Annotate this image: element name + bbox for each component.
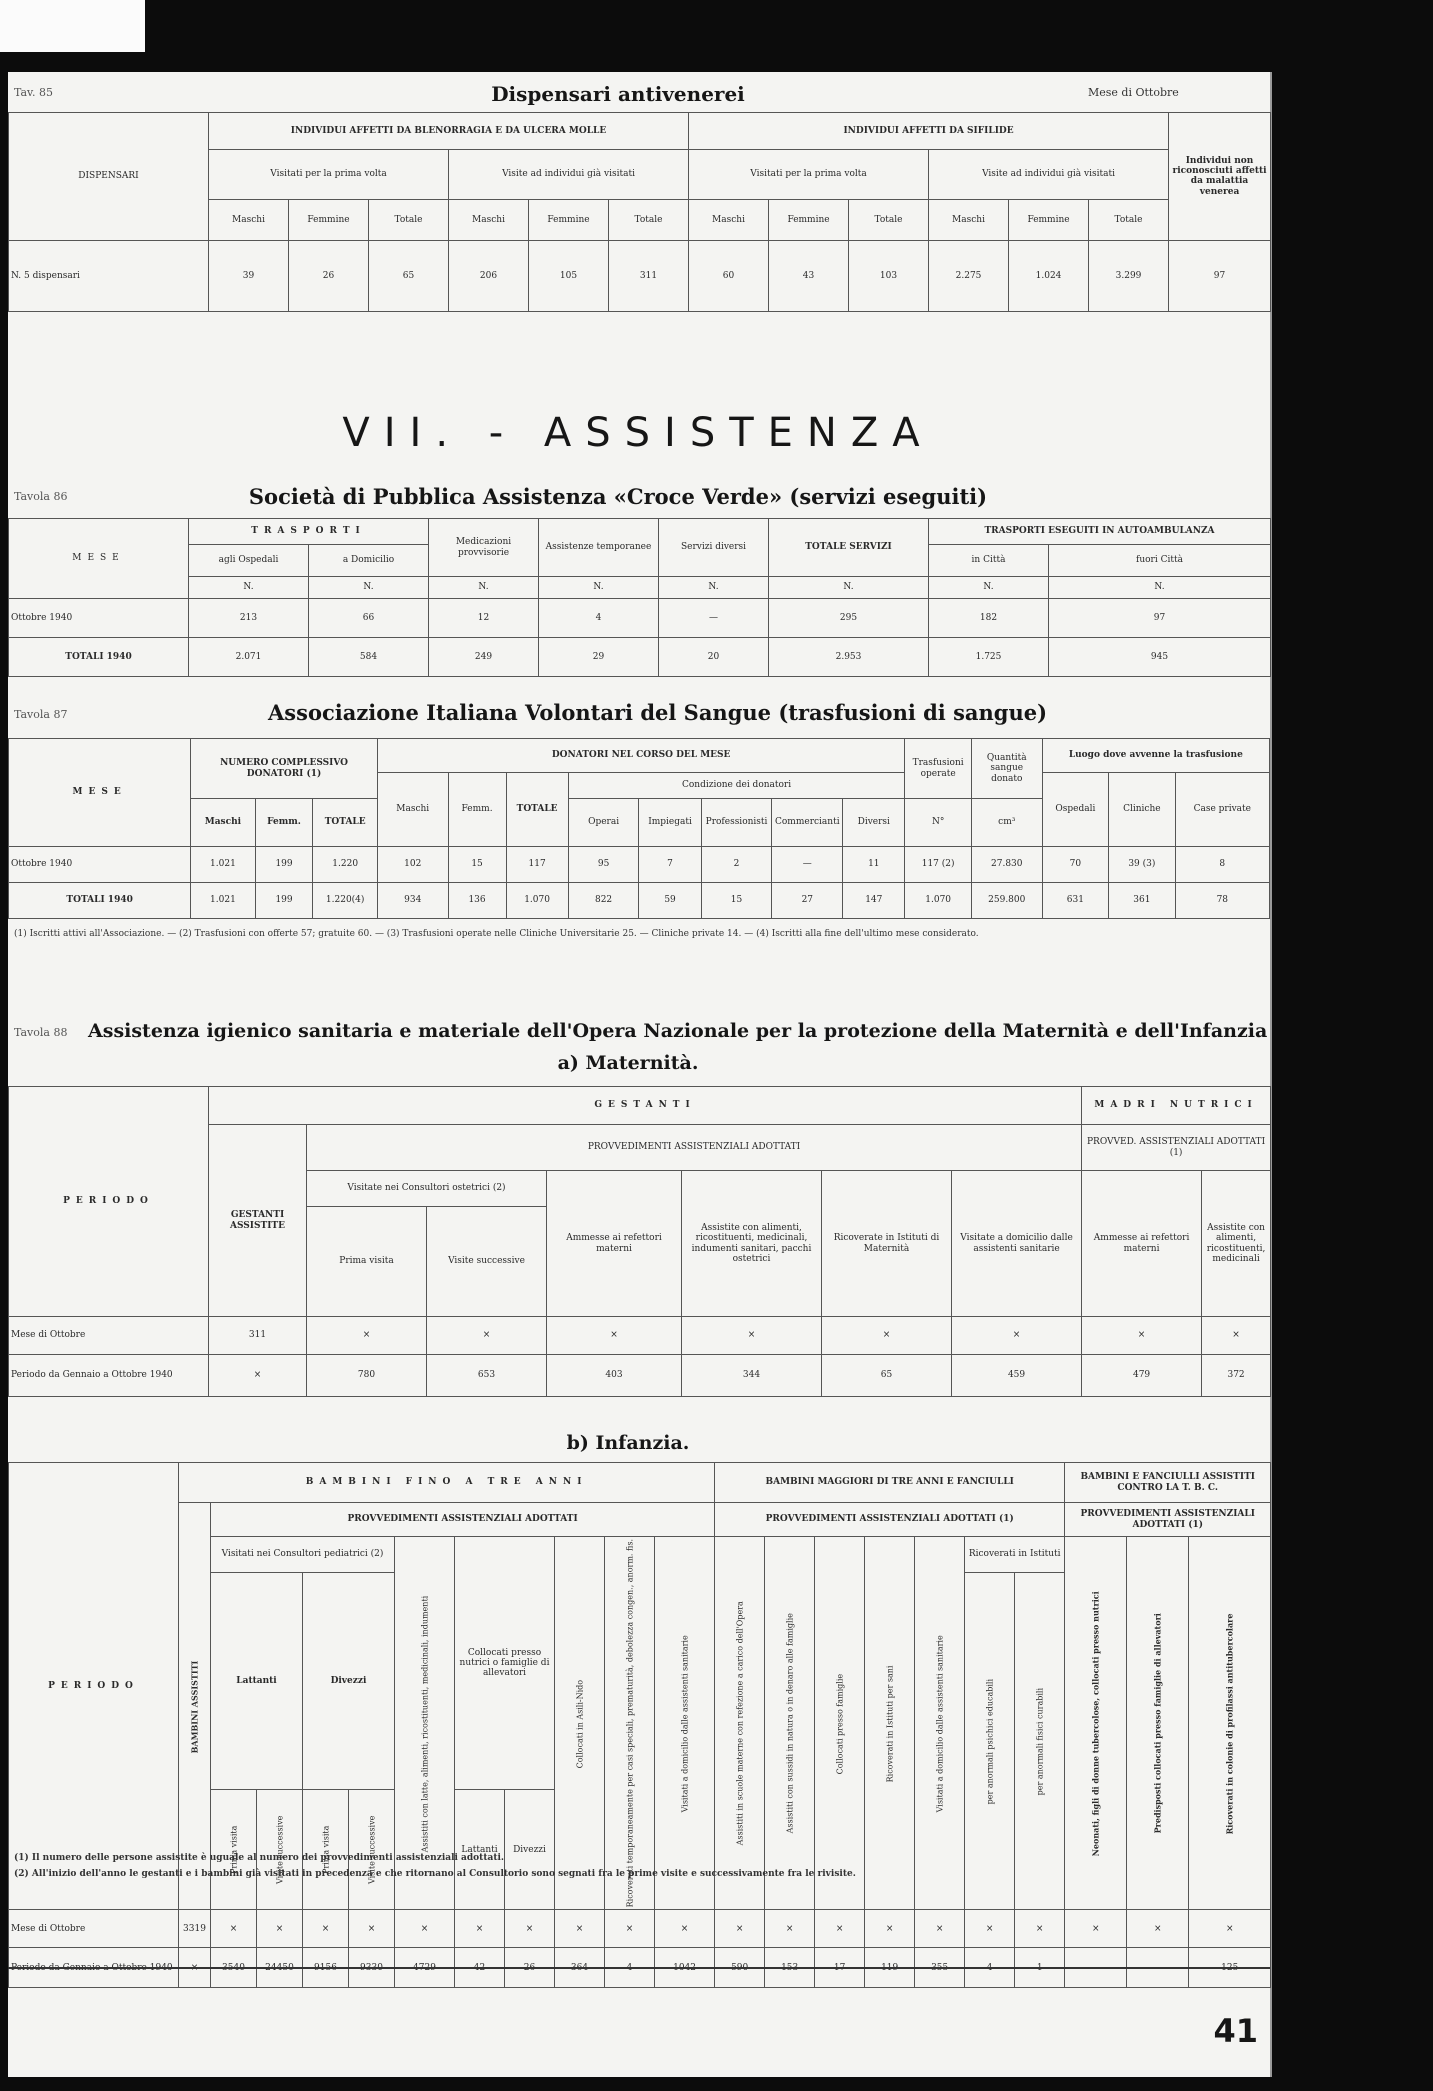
- table-88b: [8, 1462, 1271, 1988]
- t86-fuori: fuori Città: [1049, 545, 1271, 577]
- cell: 182: [929, 599, 1049, 638]
- cell: 934: [377, 883, 448, 919]
- cell: 1.024: [1009, 240, 1089, 311]
- cell: ×: [965, 1910, 1015, 1948]
- cell: 822: [568, 883, 639, 919]
- t85-rowhead: DISPENSARI: [9, 113, 209, 241]
- cell: ×: [303, 1910, 349, 1948]
- cell: —: [1065, 1948, 1127, 1988]
- cell: ×: [765, 1910, 815, 1948]
- t88a-madri: MADRI NUTRICI: [1082, 1087, 1271, 1125]
- cell: 1.021: [191, 883, 255, 919]
- cell: 17: [815, 1948, 865, 1988]
- cell: 65: [822, 1355, 952, 1397]
- t88a-successive: Visite successive: [427, 1207, 547, 1317]
- tav-88-sub-a: a) Maternità.: [557, 1052, 699, 1074]
- t88b-h2: BAMBINI MAGGIORI DI TRE ANNI E FANCIULLI: [715, 1463, 1065, 1503]
- t87-commerc: Commercianti: [772, 799, 843, 847]
- row-label: Periodo da Gennaio a Ottobre 1940: [9, 1948, 179, 1988]
- cell: ×: [605, 1910, 655, 1948]
- tav-87-title: Associazione Italiana Volontari del Sangue (trasfusioni di sangue): [268, 700, 1048, 725]
- t87-operai: Operai: [568, 799, 639, 847]
- row-label: TOTALI 1940: [9, 883, 191, 919]
- t88a-domicilio: Visitate a domicilio dalle assistenti sanitarie: [952, 1171, 1082, 1317]
- cell: 119: [865, 1948, 915, 1988]
- cell: ×: [211, 1910, 257, 1948]
- cell: ×: [865, 1910, 915, 1948]
- t88b-asili: Collocati in Asili-Nido: [555, 1537, 605, 1910]
- cell: 65: [369, 240, 449, 311]
- t88b-provv3: PROVVEDIMENTI ASSISTENZIALI ADOTTATI (1): [1065, 1503, 1271, 1537]
- cell: 2.275: [929, 240, 1009, 311]
- t87-n-maschi: Maschi: [191, 799, 255, 847]
- t88b-visitati-dom: Visitati a domicilio dalle assistenti sanitarie: [655, 1537, 715, 1910]
- t88b-visite-l: Visite successive: [257, 1790, 303, 1910]
- cell: 4729: [395, 1948, 455, 1988]
- table-row: [9, 638, 1271, 677]
- t86-mese: MESE: [9, 519, 189, 599]
- scan-corner: [0, 0, 145, 52]
- cell: 295: [769, 599, 929, 638]
- t87-trasfusioni: Trasfusioni operate: [905, 739, 971, 799]
- t88b-prima-l: Prima visita: [211, 1790, 257, 1910]
- cell: 97: [1169, 240, 1271, 311]
- t87-cliniche: Cliniche: [1109, 773, 1175, 847]
- cell: 2.953: [769, 638, 929, 677]
- cell: ×: [822, 1317, 952, 1355]
- row-label: Mese di Ottobre: [9, 1317, 209, 1355]
- unit-n: N.: [429, 577, 539, 599]
- cell: ×: [1189, 1910, 1271, 1948]
- col-totale: Totale: [369, 200, 449, 241]
- col-femmine: Femmine: [769, 200, 849, 241]
- cell: ×: [427, 1317, 547, 1355]
- cell: 7: [639, 847, 701, 883]
- cell: 364: [555, 1948, 605, 1988]
- cell: 4: [605, 1948, 655, 1988]
- t88b-h3: BAMBINI E FANCIULLI ASSISTITI CONTRO LA T. B. C.: [1065, 1463, 1271, 1503]
- t88b-collocati: Collocati presso nutrici o famiglie di allevatori: [455, 1537, 555, 1790]
- cell: 12: [429, 599, 539, 638]
- t85-visite-2: Visite ad individui già visitati: [929, 149, 1169, 200]
- t88b-sussidi: Assistiti con sussidi in natura o in denaro alle famiglie: [765, 1537, 815, 1910]
- cell: 213: [189, 599, 309, 638]
- row-label: Ottobre 1940: [9, 599, 189, 638]
- cell: ×: [257, 1910, 303, 1948]
- row-label: Periodo da Gennaio a Ottobre 1940: [9, 1355, 209, 1397]
- t87-diversi: Diversi: [843, 799, 905, 847]
- cell: 355: [915, 1948, 965, 1988]
- t88a-ricoverate: Ricoverate in Istituti di Maternità: [822, 1171, 952, 1317]
- tav-88-sub-b: b) Infanzia.: [566, 1432, 690, 1454]
- table-86: [8, 518, 1271, 677]
- t85-group1: INDIVIDUI AFFETTI DA BLENORRAGIA E DA ULCERA MOLLE: [209, 113, 689, 150]
- col-totale: Totale: [609, 200, 689, 241]
- cell: 372: [1202, 1355, 1271, 1397]
- t87-impiegati: Impiegati: [639, 799, 701, 847]
- t87-numero: NUMERO COMPLESSIVO DONATORI (1): [191, 739, 378, 799]
- cell: 39 (3): [1109, 847, 1175, 883]
- t87-case: Case private: [1175, 773, 1269, 847]
- col-totale: Totale: [849, 200, 929, 241]
- t88b-istituti: Ricoverati in Istituti per sani: [865, 1537, 915, 1910]
- t88b-famiglie: Collocati presso famiglie: [815, 1537, 865, 1910]
- col-femmine: Femmine: [1009, 200, 1089, 241]
- t85-group2: INDIVIDUI AFFETTI DA SIFILIDE: [689, 113, 1169, 150]
- cell: 59: [639, 883, 701, 919]
- t88b-h1: BAMBINI FINO A TRE ANNI: [179, 1463, 715, 1503]
- unit-n: N.: [309, 577, 429, 599]
- t87-ospedali: Ospedali: [1042, 773, 1108, 847]
- cell: ×: [1202, 1317, 1271, 1355]
- table-85: [8, 112, 1271, 312]
- t86-totale: TOTALE SERVIZI: [769, 519, 929, 577]
- t88b-lattanti: Lattanti: [211, 1573, 303, 1790]
- cell: 70: [1042, 847, 1108, 883]
- cell: 1042: [655, 1948, 715, 1988]
- t86-assistenze: Assistenze temporanee: [539, 519, 659, 577]
- t88b-provv: PROVVEDIMENTI ASSISTENZIALI ADOTTATI: [211, 1503, 715, 1537]
- unit-n: N.: [929, 577, 1049, 599]
- cell: 26: [289, 240, 369, 311]
- cell: 1.725: [929, 638, 1049, 677]
- cell: 27.830: [971, 847, 1042, 883]
- cell: 4: [965, 1948, 1015, 1988]
- cell: 103: [849, 240, 929, 311]
- cell: ×: [1127, 1910, 1189, 1948]
- cell: 117 (2): [905, 847, 971, 883]
- t86-ospedali: agli Ospedali: [189, 545, 309, 577]
- t87-donatori: DONATORI NEL CORSO DEL MESE: [377, 739, 905, 773]
- cell: 43: [769, 240, 849, 311]
- t87-n-femm: Femm.: [255, 799, 313, 847]
- cell: 590: [715, 1948, 765, 1988]
- cell: 344: [682, 1355, 822, 1397]
- table-88a: [8, 1086, 1271, 1397]
- cell: 459: [952, 1355, 1082, 1397]
- cell: ×: [455, 1910, 505, 1948]
- t87-mese: MESE: [9, 739, 191, 847]
- unit-n: N.: [189, 577, 309, 599]
- t88b-predisposti: Predisposti collocati presso famiglie di allevatori: [1127, 1537, 1189, 1910]
- col-maschi: Maschi: [449, 200, 529, 241]
- t88a-assistite2: Assistite con alimenti, ricostituenti, medicinali: [1202, 1171, 1271, 1317]
- cell: 102: [377, 847, 448, 883]
- tav-85-title: Dispensari antivenerei: [491, 82, 745, 106]
- t88b-coll-lattanti: Lattanti: [455, 1790, 505, 1910]
- tav-86-title: Società di Pubblica Assistenza «Croce Verde» (servizi eseguiti): [248, 484, 988, 509]
- cell: 584: [309, 638, 429, 677]
- row-label: TOTALI 1940: [9, 638, 189, 677]
- t87-nr: N°: [905, 799, 971, 847]
- t88b-dom2: Visitati a domicilio dalle assistenti sanitarie: [915, 1537, 965, 1910]
- cell: 15: [448, 847, 506, 883]
- cell: 403: [547, 1355, 682, 1397]
- unit-n: N.: [659, 577, 769, 599]
- cell: 1.070: [506, 883, 568, 919]
- cell: 631: [1042, 883, 1108, 919]
- cell: ×: [555, 1910, 605, 1948]
- col-maschi: Maschi: [689, 200, 769, 241]
- t87-cm3: cm³: [971, 799, 1042, 847]
- t88b-ricov-ist: Ricoverati in Istituti: [965, 1537, 1065, 1573]
- col-maschi: Maschi: [209, 200, 289, 241]
- cell: ×: [505, 1910, 555, 1948]
- t88b-provv2: PROVVEDIMENTI ASSISTENZIALI ADOTTATI (1): [715, 1503, 1065, 1537]
- cell: ×: [1065, 1910, 1127, 1948]
- cell: 311: [609, 240, 689, 311]
- col-femmine: Femmine: [529, 200, 609, 241]
- t88b-colonie: Ricoverati in colonie di profilassi antitubercolare: [1189, 1537, 1271, 1910]
- t85-visitati-1: Visitati per la prima volta: [209, 149, 449, 200]
- t87-condizione: Condizione dei donatori: [568, 773, 905, 799]
- bottom-rule: [8, 1967, 1270, 1969]
- t86-auto: TRASPORTI ESEGUITI IN AUTOAMBULANZA: [929, 519, 1271, 545]
- tav-88-label: Tavola 88: [14, 1026, 68, 1039]
- t88b-fisici: per anormali fisici curabili: [1015, 1573, 1065, 1910]
- cell: 653: [427, 1355, 547, 1397]
- cell: 125: [1189, 1948, 1271, 1988]
- cell: 1: [1015, 1948, 1065, 1988]
- cell: 24450: [257, 1948, 303, 1988]
- t88b-assistiti-latte: Assistiti con latte, alimenti, ricostituenti, medicinali, indumenti: [395, 1537, 455, 1910]
- col-totale: Totale: [1089, 200, 1169, 241]
- cell: ×: [715, 1910, 765, 1948]
- cell: 66: [309, 599, 429, 638]
- t88b-bambini: BAMBINI ASSISTITI: [179, 1503, 211, 1910]
- t88b-visite-d: Visite successive: [349, 1790, 395, 1910]
- cell: 147: [843, 883, 905, 919]
- cell: ×: [179, 1948, 211, 1988]
- t86-domicilio: a Domicilio: [309, 545, 429, 577]
- cell: 479: [1082, 1355, 1202, 1397]
- cell: 117: [506, 847, 568, 883]
- t87-maschi: Maschi: [377, 773, 448, 847]
- cell: 29: [539, 638, 659, 677]
- cell: 249: [429, 638, 539, 677]
- t88a-provv: PROVVEDIMENTI ASSISTENZIALI ADOTTATI: [307, 1125, 1082, 1171]
- cell: ×: [209, 1355, 307, 1397]
- cell: 2: [701, 847, 772, 883]
- cell: 945: [1049, 638, 1271, 677]
- cell: 259.800: [971, 883, 1042, 919]
- t86-medicazioni: Medicazioni provvisorie: [429, 519, 539, 577]
- t88a-visitate: Visitate nei Consultori ostetrici (2): [307, 1171, 547, 1207]
- cell: 95: [568, 847, 639, 883]
- t88b-psichici: per anormali psichici educabili: [965, 1573, 1015, 1910]
- t88a-assistite: Assistite con alimenti, ricostituenti, medicinali, indumenti sanitari, pacchi ostetrici: [682, 1171, 822, 1317]
- section-title: VII. - ASSISTENZA: [342, 410, 934, 456]
- t86-diversi: Servizi diversi: [659, 519, 769, 577]
- cell: 97: [1049, 599, 1271, 638]
- t88a-ammesse2: Ammesse ai refettori materni: [1082, 1171, 1202, 1317]
- cell: 206: [449, 240, 529, 311]
- table-row: [9, 1910, 1271, 1948]
- cell: 9330: [349, 1948, 395, 1988]
- cell: 1.220: [313, 847, 377, 883]
- t86-citta: in Città: [929, 545, 1049, 577]
- t88a-periodo: PERIODO: [9, 1087, 209, 1317]
- cell: ×: [1082, 1317, 1202, 1355]
- unit-n: N.: [769, 577, 929, 599]
- table-87: [8, 738, 1270, 919]
- t87-luogo: Luogo dove avvenne la trasfusione: [1042, 739, 1269, 773]
- cell: 311: [209, 1317, 307, 1355]
- cell: 1.220(4): [313, 883, 377, 919]
- cell: 3540: [211, 1948, 257, 1988]
- t88a-prima: Prima visita: [307, 1207, 427, 1317]
- tav-85-label: Tav. 85: [14, 86, 53, 99]
- cell: 153: [765, 1948, 815, 1988]
- table-row: [9, 1355, 1271, 1397]
- t85-visite-1: Visite ad individui già visitati: [449, 149, 689, 200]
- cell: 2.071: [189, 638, 309, 677]
- unit-n: N.: [539, 577, 659, 599]
- t88b-coll-divezzi: Divezzi: [505, 1790, 555, 1910]
- cell: —: [659, 599, 769, 638]
- t88b-scuole: Assistiti in scuole materne con refezione a carico dell'Opera: [715, 1537, 765, 1910]
- cell: ×: [655, 1910, 715, 1948]
- t88b-ricov-temp: Ricoverati temporaneamente per casi speciali, prematurità, debolezza congen., anorm. fis.: [605, 1537, 655, 1910]
- t85-nonvenerei: Individui non riconosciuti affetti da malattia venerea: [1169, 113, 1271, 241]
- tav-88-title: Assistenza igienico sanitaria e materiale dell'Opera Nazionale per la protezione della Maternità e dell'Infanzia: [88, 1020, 1268, 1042]
- row-label: Mese di Ottobre: [9, 1910, 179, 1948]
- cell: 136: [448, 883, 506, 919]
- cell: ×: [682, 1317, 822, 1355]
- cell: 361: [1109, 883, 1175, 919]
- cell: ×: [349, 1910, 395, 1948]
- cell: 3319: [179, 1910, 211, 1948]
- cell: 11: [843, 847, 905, 883]
- cell: 199: [255, 847, 313, 883]
- tav-86-label: Tavola 86: [14, 490, 68, 503]
- col-femmine: Femmine: [289, 200, 369, 241]
- t87-n-totale: TOTALE: [313, 799, 377, 847]
- tav-85-month: Mese di Ottobre: [1088, 86, 1179, 99]
- cell: ×: [1015, 1910, 1065, 1948]
- cell: —: [772, 847, 843, 883]
- t87-totale: TOTALE: [506, 773, 568, 847]
- cell: 8: [1175, 847, 1269, 883]
- t88b-prima-d: Prima visita: [303, 1790, 349, 1910]
- col-maschi: Maschi: [929, 200, 1009, 241]
- document-page: [8, 72, 1272, 2077]
- tav-87-label: Tavola 87: [14, 708, 68, 721]
- t88b-visitati: Visitati nei Consultori pediatrici (2): [211, 1537, 395, 1573]
- table-row: [9, 883, 1270, 919]
- cell: 9156: [303, 1948, 349, 1988]
- cell: 199: [255, 883, 313, 919]
- cell: 1.021: [191, 847, 255, 883]
- cell: ×: [547, 1317, 682, 1355]
- cell: 39: [209, 240, 289, 311]
- cell: ×: [307, 1317, 427, 1355]
- t86-trasporti: TRASPORTI: [189, 519, 429, 545]
- table-row: [9, 847, 1270, 883]
- t87-femm: Femm.: [448, 773, 506, 847]
- t88a-gestanti: GESTANTI: [209, 1087, 1082, 1125]
- row-label: N. 5 dispensari: [9, 240, 209, 311]
- cell: 60: [689, 240, 769, 311]
- cell: 1.070: [905, 883, 971, 919]
- t85-visitati-2: Visitati per la prima volta: [689, 149, 929, 200]
- t88b-neonati: Neonati, figli di donne tubercolose, collocati presso nutrici: [1065, 1537, 1127, 1910]
- cell: 20: [659, 638, 769, 677]
- cell: 26: [505, 1948, 555, 1988]
- cell: 42: [455, 1948, 505, 1988]
- t87-footnote: (1) Iscritti attivi all'Associazione. — (2) Trasfusioni con offerte 57; gratuite 60. — (3) Trasfusioni operate nelle Cliniche Universitarie 25. — Cliniche private 14. — (4) Iscritti alla fine dell'ultimo mese considerato.: [14, 929, 979, 939]
- t88a-ammesse: Ammesse ai refettori materni: [547, 1171, 682, 1317]
- cell: —: [1127, 1948, 1189, 1988]
- unit-n: N.: [1049, 577, 1271, 599]
- cell: 105: [529, 240, 609, 311]
- cell: ×: [395, 1910, 455, 1948]
- t88b-footnote-2: (2) All'inizio dell'anno le gestanti e i bambini già visitati in precedenza e che ritornano al Consultorio sono segnati fra le prime visite e successivamente fra le rivisite.: [14, 1869, 856, 1879]
- cell: ×: [952, 1317, 1082, 1355]
- t88a-gest-ass: GESTANTI ASSISTITE: [209, 1125, 307, 1317]
- table-row: [9, 1317, 1271, 1355]
- cell: ×: [915, 1910, 965, 1948]
- cell: 4: [539, 599, 659, 638]
- cell: 78: [1175, 883, 1269, 919]
- table-row: [9, 599, 1271, 638]
- cell: 3.299: [1089, 240, 1169, 311]
- table-row: [9, 240, 1271, 311]
- t88b-divezzi: Divezzi: [303, 1573, 395, 1790]
- t88a-provv2: PROVVED. ASSISTENZIALI ADOTTATI (1): [1082, 1125, 1271, 1171]
- cell: 15: [701, 883, 772, 919]
- page-number: 41: [1213, 2012, 1258, 2050]
- cell: 780: [307, 1355, 427, 1397]
- cell: ×: [815, 1910, 865, 1948]
- t88b-periodo: PERIODO: [9, 1463, 179, 1910]
- t88b-footnote-1: (1) Il numero delle persone assistite è uguale al numero dei provvedimenti assistenziali adottati.: [14, 1853, 505, 1863]
- row-label: Ottobre 1940: [9, 847, 191, 883]
- t87-quantita: Quantità sangue donato: [971, 739, 1042, 799]
- t87-profess: Professionisti: [701, 799, 772, 847]
- cell: 27: [772, 883, 843, 919]
